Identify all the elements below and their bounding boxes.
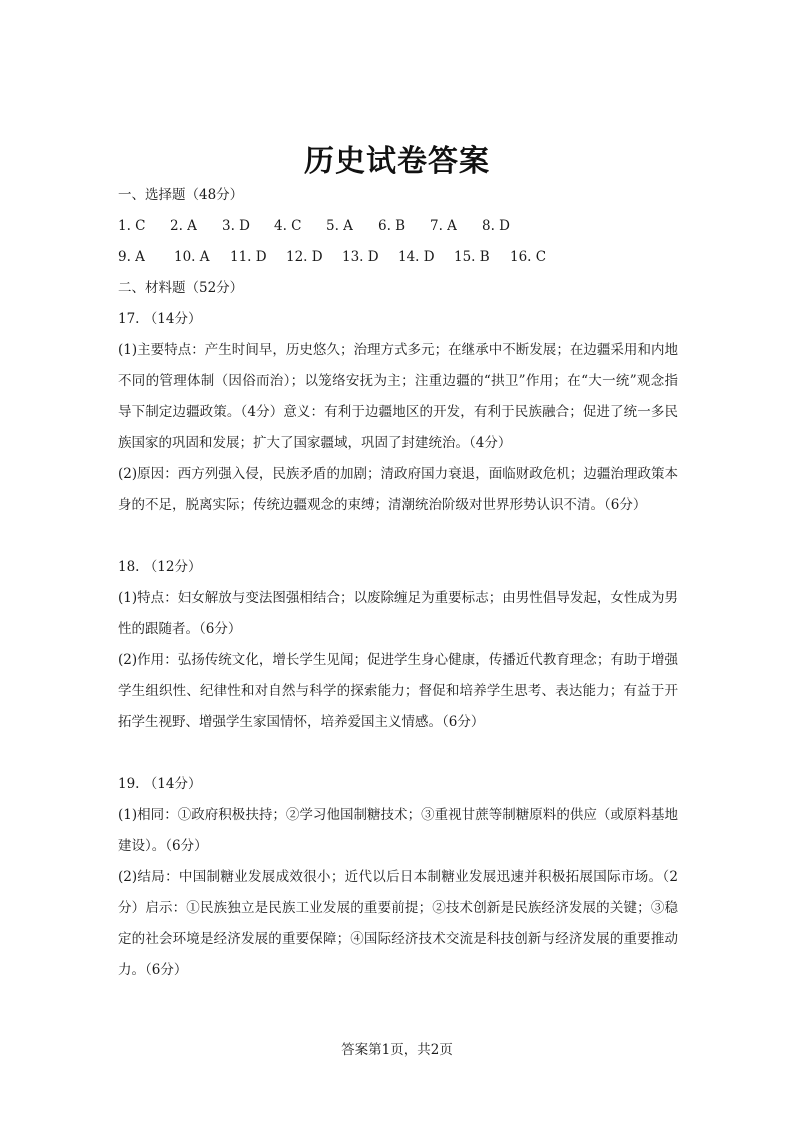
question-17-part-2: (2)原因：西方列强入侵，民族矛盾的加剧；清政府国力衰退，面临财政危机；边疆治理政策本身的不足，脱离实际；传统边疆观念的束缚；清潮统治阶级对世界形势认识不清。（6分） <box>118 466 678 513</box>
section-heading-material: 二、材料题（52分） <box>118 280 244 296</box>
choice-answer: 2. A <box>170 218 197 234</box>
question-17-heading: 17. （14分） <box>118 311 202 327</box>
question-18-part-2: (2)作用：弘扬传统文化，增长学生见闻；促进学生身心健康，传播近代教育理念；有助于增强学生组织性、纪律性和对自然与科学的探索能力；督促和培养学生思考、表达能力；有益于开拓学生视野、增强学生家国情怀，培养爱国主义情感。（6分） <box>118 652 678 730</box>
page-footer: 答案第1页，共2页 <box>341 1042 453 1058</box>
question-19-heading: 19. （14分） <box>118 776 202 792</box>
question-18-part-1: (1)特点：妇女解放与变法图强相结合；以废除缠足为重要标志；由男性倡导发起，女性成为男性的跟随者。（6分） <box>118 590 678 637</box>
choice-answer: 3. D <box>222 218 250 234</box>
choice-answer: 9. A <box>118 249 145 265</box>
choice-answer: 4. C <box>274 218 302 234</box>
choice-answer: 6. B <box>378 218 406 234</box>
choice-answer: 7. A <box>430 218 457 234</box>
spacer <box>118 738 678 769</box>
choice-answers-row-1 <box>118 211 678 242</box>
question-19-part-1: (1)相同：①政府积极扶持；②学习他国制糖技术；③重视甘蔗等制糖原料的供应（或原料基地建设）。（6分） <box>118 807 678 854</box>
choice-answer: 1. C <box>118 218 146 234</box>
section-heading-choice: 一、选择题（48分） <box>118 187 244 203</box>
answer-content <box>118 180 678 986</box>
spacer <box>118 521 678 552</box>
choice-answer: 15. B <box>454 249 490 265</box>
choice-answer: 8. D <box>482 218 510 234</box>
question-17-part-1: (1)主要特点：产生时间早，历史悠久；治理方式多元；在继承中不断发展；在边疆采用和内地不同的管理体制（因俗而治）；以笼络安抚为主；注重边疆的“拱卫”作用；在“大一统”观念指导下制定边疆政策。（4分）意义：有利于边疆地区的开发，有利于民族融合；促进了统一多民族国家的巩固和发展；扩大了国家疆域，巩固了封建统治。（4分） <box>118 342 678 451</box>
question-18-heading: 18. （12分） <box>118 559 202 575</box>
choice-answer: 12. D <box>286 249 323 265</box>
choice-answer: 16. C <box>510 249 547 265</box>
question-19-part-2: (2)结局：中国制糖业发展成效很小；近代以后日本制糖业发展迅速并积极拓展国际市场。（2分）启示：①民族独立是民族工业发展的重要前提；②技术创新是民族经济发展的关键；③稳定的社会环境是经济发展的重要保障；④国际经济技术交流是科技创新与经济发展的重要推动力。（6分） <box>118 869 678 978</box>
choice-answer: 13. D <box>342 249 379 265</box>
choice-answer: 14. D <box>398 249 435 265</box>
page-title: 历史试卷答案 <box>304 144 490 179</box>
choice-answer: 10. A <box>174 249 210 265</box>
choice-answer: 5. A <box>326 218 353 234</box>
choice-answer: 11. D <box>230 249 267 265</box>
choice-answers-row-2 <box>118 242 678 273</box>
